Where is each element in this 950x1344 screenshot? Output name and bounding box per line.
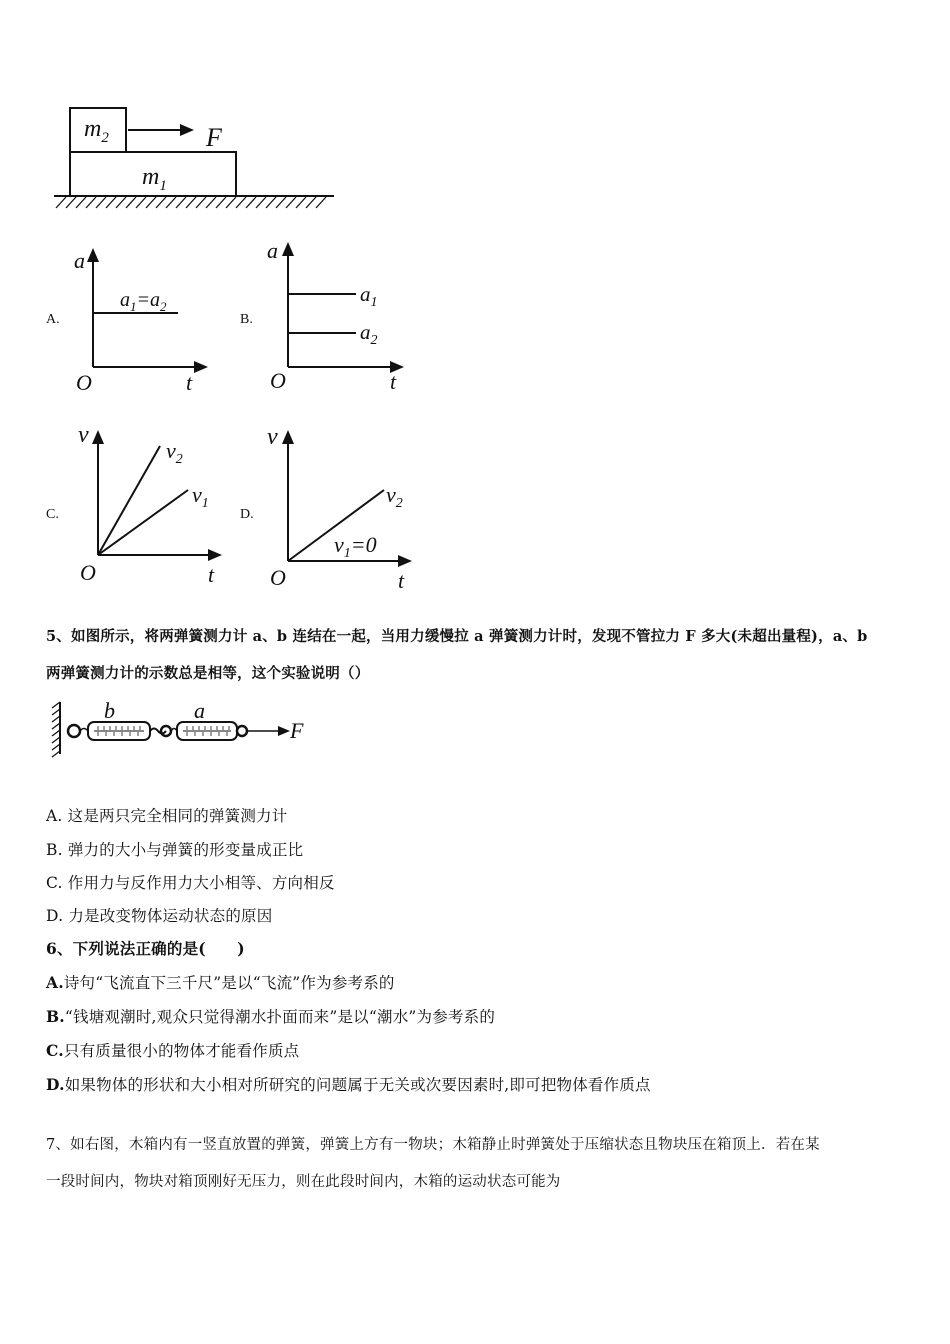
option-d-label: D. [240, 507, 254, 522]
label-a1: $a_1$ [360, 282, 378, 310]
label-a2: $a_2$ [360, 320, 378, 348]
y-axis-label: v [78, 422, 89, 448]
q7-stem-line2: 一段时间内，物块对箱顶刚好无压力，则在此段时间内，木箱的运动状态可能为 [46, 1174, 561, 1190]
blocks-figure [50, 100, 350, 215]
line-v1 [98, 490, 188, 555]
force-arrow [180, 124, 194, 136]
origin-label: O [270, 368, 286, 393]
label-v1-zero: $v_1=0$ [334, 532, 377, 561]
option-c-label: C. [46, 507, 59, 522]
x-axis-label: t [208, 562, 215, 587]
q7-stem-line1: 7、如右图，木箱内有一竖直放置的弹簧，弹簧上方有一物块；木箱静止时弹簧处于压缩状态且物块压在箱顶上．若在某 [46, 1137, 820, 1153]
option-a-label: A. [46, 312, 60, 327]
force-label: F [206, 123, 222, 152]
option-b-label: B. [240, 312, 253, 327]
q6-option-d: D.如果物体的形状和大小相对所研究的问题属于无关或次要因素时,即可把物体看作质点 [46, 1075, 651, 1094]
ground-hatch [56, 197, 326, 208]
q6-option-a: A.诗句“飞流直下三千尺”是以“飞流”作为参考系的 [46, 973, 395, 992]
label-v1: $v_1$ [192, 482, 209, 511]
graph-b [264, 234, 414, 394]
graph-d [264, 420, 424, 595]
x-axis-label: t [186, 370, 193, 395]
spring-scale-a [177, 722, 237, 740]
curve-label: $a_1=a_2$ [120, 289, 167, 314]
origin-label: O [270, 565, 286, 590]
m1-label: $m_1$ [142, 164, 167, 194]
y-axis-label: v [267, 424, 278, 450]
origin-label: O [80, 560, 96, 585]
q5-option-c: C. 作用力与反作用力大小相等、方向相反 [46, 874, 335, 892]
label-a: a [194, 698, 205, 723]
x-axis-label: t [390, 369, 397, 394]
q5-option-d: D. 力是改变物体运动状态的原因 [46, 907, 273, 925]
y-axis-label: a [267, 238, 278, 263]
q6-option-b: B.“钱塘观潮时,观众只觉得潮水扑面而来”是以“潮水”为参考系的 [46, 1007, 496, 1026]
m2-label: $m_2$ [84, 116, 109, 146]
graph-c [74, 420, 234, 590]
wall-hatch [52, 702, 60, 757]
x-axis-label: t [398, 568, 405, 593]
label-v2: $v_2$ [386, 482, 403, 511]
q5-option-b: B. 弹力的大小与弹簧的形变量成正比 [46, 841, 304, 859]
label-v2: $v_2$ [166, 438, 183, 467]
spring-scale-b [88, 722, 150, 740]
line-v2 [98, 446, 160, 555]
y-axis-label: a [74, 248, 85, 273]
q5-option-a: A. 这是两只完全相同的弹簧测力计 [46, 807, 288, 825]
graph-a [70, 240, 220, 395]
q5-stem-line1: 5、如图所示，将两弹簧测力计 a、b 连结在一起，当用力缓慢拉 a 弹簧测力计时，发现不管拉力 F 多大(未超出量程)，a、b [46, 628, 868, 645]
label-b: b [104, 698, 115, 723]
q5-stem-line2: 两弹簧测力计的示数总是相等，这个实验说明（） [46, 665, 370, 682]
label-f: F [290, 718, 304, 743]
origin-label: O [76, 370, 92, 395]
q6-option-c: C.只有质量很小的物体才能看作质点 [46, 1041, 300, 1060]
spring-scales-figure [48, 696, 318, 760]
q6-stem: 6、下列说法正确的是( ) [46, 939, 245, 958]
